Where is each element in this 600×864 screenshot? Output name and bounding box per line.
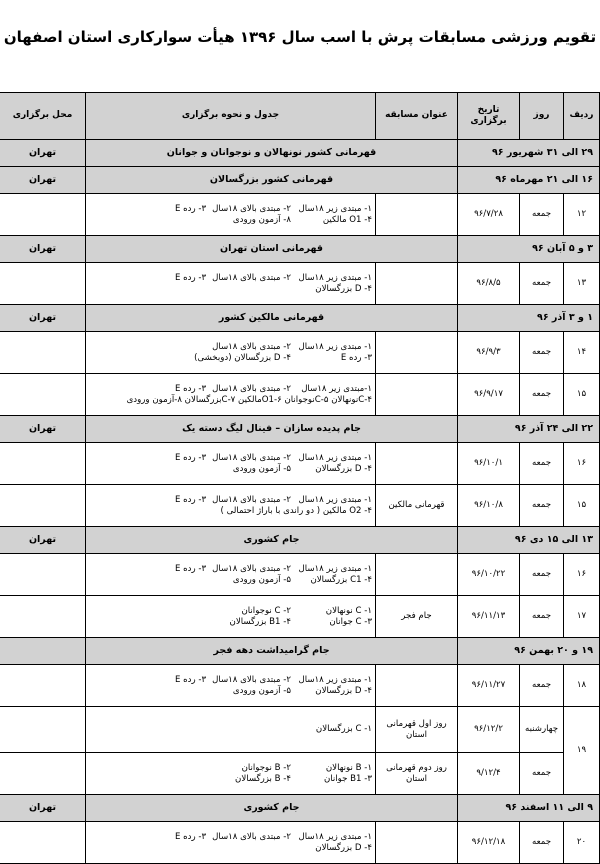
table-row [0,443,600,485]
row-location [0,263,86,305]
event-title: جام گرامیداشت دهه فجر [86,638,458,665]
schedule-item: ۱- مبتدی زیر ۱۸سال [298,452,372,463]
table-row [0,485,600,527]
schedule-item: ۴- D بزرگسالان [315,842,372,853]
schedule-line [89,575,372,586]
row-number: ۱۷ [564,596,600,638]
header-mahal: محل برگزاری [0,93,86,140]
table-row [0,822,600,864]
event-header-row [0,305,600,332]
row-schedule [86,596,376,638]
event-location: تهران [0,795,86,822]
schedule-item: ۴-Cنونهالان ۵-Cنوجوانان ۶-O1مالکین ۷-Cبزرگسالان ۸-آزمون ورودی [126,394,372,405]
row-schedule [86,332,376,374]
row-schedule [86,374,376,416]
row-competition [376,374,458,416]
schedule-item: ۱- مبتدی زیر ۱۸سال [298,674,372,685]
row-date: ۹۶/۹/۳ [458,332,520,374]
schedule-item: ۴- D بزرگسالان [315,685,372,696]
table-row [0,665,600,707]
schedule-item: ۳- رده E [174,563,207,574]
schedule-item: ۲- C نوجوانان [241,605,291,616]
header-jadval: جدول و نحوه برگزاری [86,93,376,140]
schedule-item: ۲- مبتدی بالای ۱۸سال [212,203,291,214]
row-location [0,707,86,753]
schedule-item: ۳- رده E [174,383,207,394]
row-date: ۹۶/۷/۲۸ [458,194,520,236]
event-date: ۹ الی ۱۱ اسفند ۹۶ [458,795,600,822]
schedule-item: ۴- B بزرگسالان [235,773,291,784]
schedule-line [89,763,372,774]
row-day: جمعه [520,485,564,527]
event-location: تهران [0,527,86,554]
schedule-item: ۱- مبتدی زیر ۱۸سال [298,831,372,842]
schedule-line [89,843,372,854]
row-day: جمعه [520,753,564,795]
row-schedule [86,194,376,236]
row-competition [376,665,458,707]
row-number: ۱۵ [564,485,600,527]
schedule-item: ۳- رده E [174,674,207,685]
schedule-item: ۱- C بزرگسالان [315,724,372,735]
row-schedule [86,753,376,795]
schedule-line [89,384,372,395]
schedule-item: ۳- رده E [174,494,207,505]
table-row [0,374,600,416]
table-row [0,194,600,236]
row-schedule [86,554,376,596]
schedule-item: ۱- مبتدی زیر ۱۸سال [298,494,372,505]
schedule-item: ۲- مبتدی بالای ۱۸سال [212,341,291,352]
event-title: جام کشوری [86,527,458,554]
schedule-item: ۲- مبتدی بالای ۱۸سال [212,383,291,394]
event-title: جام کشوری [86,795,458,822]
schedule-line [89,284,372,295]
row-number: ۱۲ [564,194,600,236]
schedule-line [89,675,372,686]
event-date: ۲۲ الی ۲۴ آذر ۹۶ [458,416,600,443]
table-row [0,554,600,596]
schedule-line [89,832,372,843]
schedule-item: ۱- مبتدی زیر ۱۸سال [298,203,372,214]
schedule-line [89,204,372,215]
row-day: چهارشنبه [520,707,564,753]
schedule-item: ۱- B نونهالان [325,762,372,773]
row-location [0,194,86,236]
row-date: ۹۶/۱۲/۱۸ [458,822,520,864]
schedule-item: ۱- مبتدی زیر ۱۸سال [298,563,372,574]
row-location [0,443,86,485]
schedule-item: ۸- آزمون ورودی [232,214,291,225]
row-number: ۱۸ [564,665,600,707]
schedule-line [89,495,372,506]
schedule-line [89,606,372,617]
row-location [0,554,86,596]
schedule-line [89,686,372,697]
row-day: جمعه [520,263,564,305]
header-tarikh: تاریخ برگزاری [458,93,520,140]
row-date: ۹۶/۱۰/۱ [458,443,520,485]
event-header-row [0,167,600,194]
schedule-line [89,506,372,517]
schedule-line [89,273,372,284]
row-competition: قهرمانی مالکین [376,485,458,527]
row-date: ۹۶/۹/۱۷ [458,374,520,416]
row-day: جمعه [520,554,564,596]
row-competition [376,443,458,485]
schedule-item: ۳- رده E [174,203,207,214]
row-number: ۱۹ [564,707,600,795]
row-number: ۲۰ [564,822,600,864]
event-location: تهران [0,167,86,194]
event-header-row [0,416,600,443]
row-location [0,332,86,374]
event-location [0,638,86,665]
event-title: قهرمانی کشور نونهالان و نوجوانان و جوانان [86,140,458,167]
table-row [0,332,600,374]
event-header-row [0,638,600,665]
header-rooz: روز [520,93,564,140]
schedule-item: ۲- مبتدی بالای ۱۸سال [212,563,291,574]
schedule-item: ۴- D بزرگسالان [315,283,372,294]
row-competition: روز اول قهرمانی استان [376,707,458,753]
row-day: جمعه [520,443,564,485]
schedule-line [89,395,372,406]
event-date: ۱۳ الی ۱۵ دی ۹۶ [458,527,600,554]
schedule-line [89,617,372,628]
header-radif: ردیف [564,93,600,140]
schedule-item: ۲- مبتدی بالای ۱۸سال [212,452,291,463]
schedule-item: ۳- رده E [174,272,207,283]
schedule-line [89,453,372,464]
event-title: قهرمانی مالکین کشور [86,305,458,332]
schedule-item: ۴- D بزرگسالان [315,463,372,474]
event-header-row [0,795,600,822]
schedule-item: ۲- مبتدی بالای ۱۸سال [212,272,291,283]
row-day: جمعه [520,665,564,707]
row-schedule [86,822,376,864]
schedule-line [89,353,372,364]
schedule-item: ۴- C1 بزرگسالان [310,574,372,585]
event-title: قهرمانی کشور بزرگسالان [86,167,458,194]
event-date: ۲۹ الی ۳۱ شهریور ۹۶ [458,140,600,167]
schedule-item: ۳- رده E [340,352,372,363]
row-location [0,822,86,864]
schedule-item: ۱- مبتدی زیر ۱۸سال [298,341,372,352]
row-competition [376,822,458,864]
table-body [0,140,600,864]
row-number: ۱۴ [564,332,600,374]
row-location [0,374,86,416]
row-day: جمعه [520,332,564,374]
schedule-line [89,724,372,735]
table-row [0,596,600,638]
event-date: ۱ و ۳ آذر ۹۶ [458,305,600,332]
row-day: جمعه [520,374,564,416]
event-location: تهران [0,140,86,167]
event-date: ۱۶ الی ۲۱ مهرماه ۹۶ [458,167,600,194]
header-onvan: عنوان مسابقه [376,93,458,140]
row-location [0,485,86,527]
schedule-item: ۳- C جوانان [329,616,372,627]
row-schedule [86,263,376,305]
row-date: ۹/۱۲/۴ [458,753,520,795]
schedule-item: ۱- C نونهالان [325,605,372,616]
schedule-item: ۵- آزمون ورودی [232,685,291,696]
schedule-item: ۵- آزمون ورودی [232,463,291,474]
row-schedule [86,707,376,753]
schedule-item: ۳- رده E [174,831,207,842]
event-date: ۳ و ۵ آبان ۹۶ [458,236,600,263]
schedule-item: ۴- O2 مالکین ( دو راندی با باراژ احتمالی ) [220,505,372,516]
row-date: ۹۶/۱۰/۲۲ [458,554,520,596]
event-title: جام پدیده سازان – فینال لیگ دسته یک [86,416,458,443]
schedule-line [89,774,372,785]
event-date: ۱۹ و ۲۰ بهمن ۹۶ [458,638,600,665]
schedule-item: ۲- مبتدی بالای ۱۸سال [212,674,291,685]
row-number: ۱۶ [564,554,600,596]
row-schedule [86,485,376,527]
row-date: ۹۶/۱۱/۱۳ [458,596,520,638]
row-number: ۱۳ [564,263,600,305]
row-competition: جام فجر [376,596,458,638]
row-day: جمعه [520,194,564,236]
schedule-item: ۴- O1 مالکین [322,214,372,225]
schedule-item: ۱-مبتدی زیر ۱۸سال [301,383,372,394]
row-location [0,665,86,707]
schedule-item: ۲- B نوجوانان [241,762,291,773]
table-row [0,707,600,753]
page-title: تقویم ورزشی مسابقات پرش با اسب سال ۱۳۹۶ هیأت سوارکاری استان اصفهان [3,28,597,46]
row-day: جمعه [520,596,564,638]
row-number: ۱۵ [564,374,600,416]
schedule-item: ۱- مبتدی زیر ۱۸سال [298,272,372,283]
schedule-line [89,342,372,353]
header-row [0,93,600,140]
table-row [0,263,600,305]
table-row [0,753,600,795]
schedule-line [89,464,372,475]
row-date: ۹۶/۱۲/۲ [458,707,520,753]
schedule-item: ۳- رده E [174,452,207,463]
row-date: ۹۶/۱۱/۲۷ [458,665,520,707]
event-title: قهرمانی استان تهران [86,236,458,263]
calendar-table [0,92,600,864]
event-header-row [0,527,600,554]
event-location: تهران [0,236,86,263]
row-schedule [86,443,376,485]
event-location: تهران [0,305,86,332]
event-header-row [0,236,600,263]
schedule-item: ۵- آزمون ورودی [232,574,291,585]
schedule-item: ۲- مبتدی بالای ۱۸سال [212,494,291,505]
calendar-table-wrapper [0,92,600,858]
schedule-item: ۳- B1 جوانان [323,773,372,784]
row-location [0,753,86,795]
schedule-line [89,564,372,575]
event-location: تهران [0,416,86,443]
row-date: ۹۶/۸/۵ [458,263,520,305]
schedule-item: ۴- D بزرگسالان (دوبخشی) [194,352,291,363]
event-header-row [0,140,600,167]
schedule-item: ۴- B1 بزرگسالان [229,616,291,627]
schedule-item: ۲- مبتدی بالای ۱۸سال [212,831,291,842]
row-competition [376,332,458,374]
row-number: ۱۶ [564,443,600,485]
row-competition [376,194,458,236]
row-day: جمعه [520,822,564,864]
row-competition [376,263,458,305]
row-date: ۹۶/۱۰/۸ [458,485,520,527]
row-competition [376,554,458,596]
row-schedule [86,665,376,707]
row-competition: روز دوم قهرمانی استان [376,753,458,795]
row-location [0,596,86,638]
schedule-line [89,215,372,226]
